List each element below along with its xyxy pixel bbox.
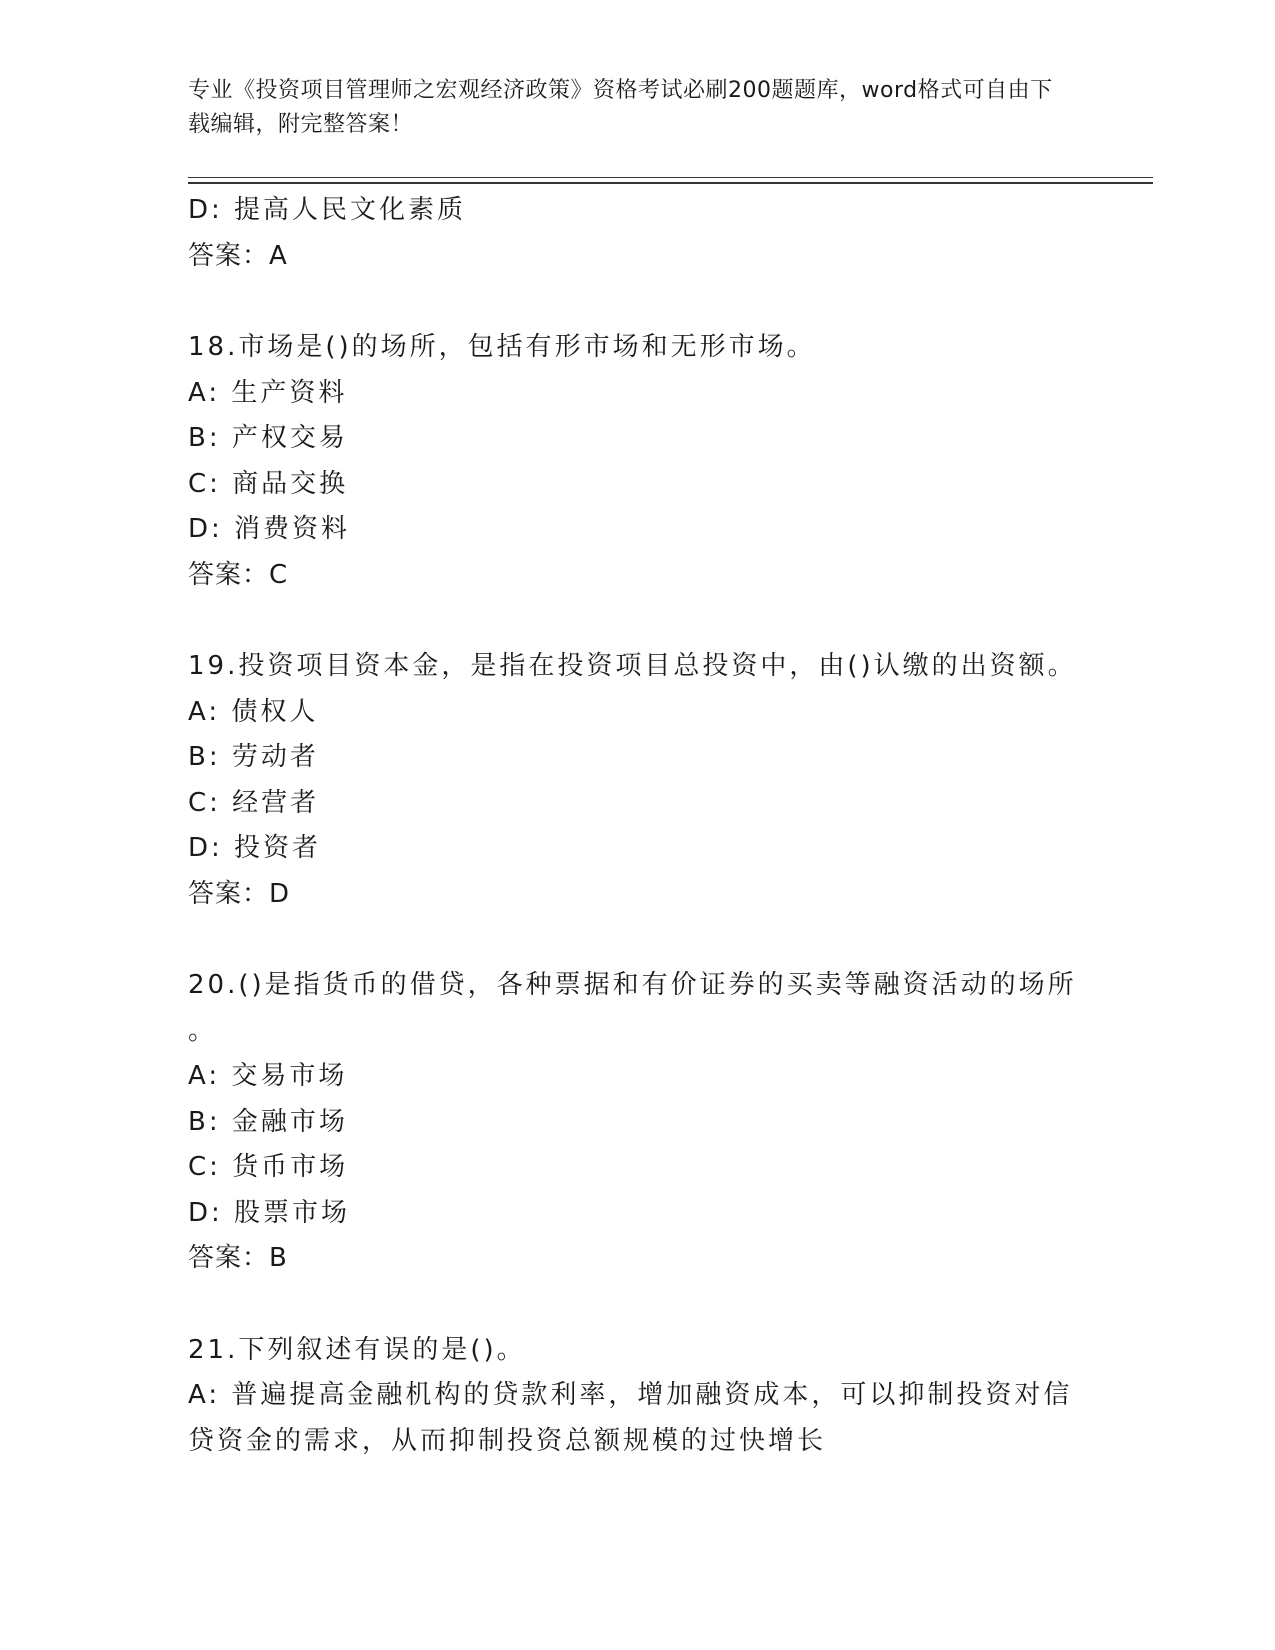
option-b: B: 金融市场 (188, 1106, 348, 1137)
prev-answer: 答案：A (188, 240, 288, 271)
question-stem: 18.市场是()的场所，包括有形市场和无形市场。 (188, 332, 816, 362)
option-b: B: 产权交易 (188, 423, 348, 453)
answer-text: 答案：C (188, 559, 289, 590)
option-d: D: 消费资料 (188, 514, 351, 544)
option-a: A: 普遍提高金融机构的贷款利率，增加融资成本，可以抑制投资对信贷资金的需求，从而抑制投资总额规模的过快增长 (188, 1380, 1073, 1456)
option-a: A: 生产资料 (188, 377, 348, 408)
header-rule-thin (188, 177, 1153, 178)
option-d: D: 股票市场 (188, 1197, 351, 1228)
document-header: 专业《投资项目管理师之宏观经济政策》资格考试必刷200题题库，word格式可自由下载编辑，附完整答案！ (188, 78, 1053, 137)
question-stem: 20.()是指货币的借贷，各种票据和有价证券的买卖等融资活动的场所 (188, 970, 1077, 1000)
question-stem: 19.投资项目资本金，是指在投资项目总投资中，由()认缴的出资额。 (188, 651, 1077, 681)
question-stem-continued: 。 (188, 1015, 218, 1046)
option-c: C: 货币市场 (188, 1152, 349, 1182)
question-stem: 21.下列叙述有误的是()。 (188, 1334, 526, 1365)
question-18 (188, 325, 1088, 598)
option-c: C: 商品交换 (188, 468, 349, 499)
prev-option-d: D: 提高人民文化素质 (188, 195, 467, 225)
answer-text: 答案：D (188, 878, 291, 909)
question-20 (188, 963, 1088, 1282)
answer-text: 答案：B (188, 1243, 288, 1273)
question-21 (188, 1328, 1088, 1465)
header-rule-thick (188, 182, 1153, 184)
option-a: A: 债权人 (188, 696, 319, 727)
option-d: D: 投资者 (188, 833, 322, 863)
option-a: A: 交易市场 (188, 1061, 348, 1091)
option-b: B: 劳动者 (188, 742, 319, 772)
question-list (188, 188, 1088, 1464)
option-c: C: 经营者 (188, 787, 320, 818)
question-19 (188, 644, 1088, 917)
